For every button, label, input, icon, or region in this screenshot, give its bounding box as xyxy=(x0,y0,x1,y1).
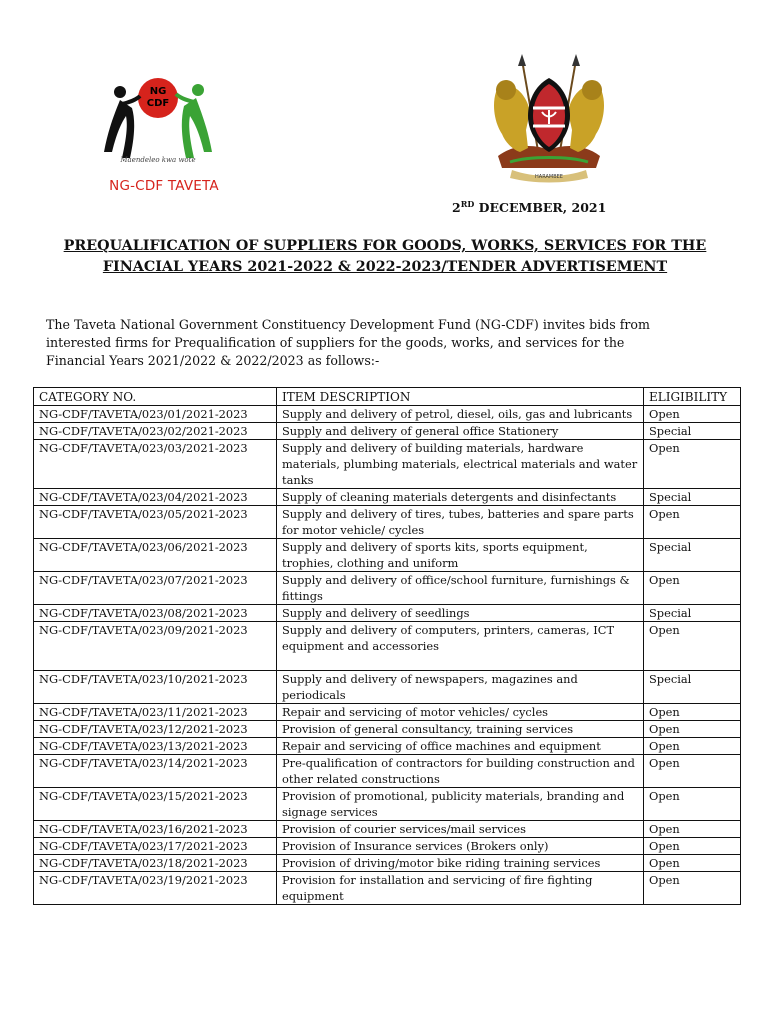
eligibility: Open xyxy=(644,572,741,605)
table-row xyxy=(34,572,741,605)
table-row xyxy=(34,788,741,821)
table-row xyxy=(34,704,741,721)
table-row xyxy=(34,440,741,489)
table-row xyxy=(34,489,741,506)
table-row xyxy=(34,872,741,905)
logo-name: NG-CDF TAVETA xyxy=(109,178,219,194)
item-description: Supply and delivery of petrol, diesel, oils, gas and lubricants xyxy=(277,406,644,423)
eligibility: Open xyxy=(644,821,741,838)
item-description: Repair and servicing of office machines and equipment xyxy=(277,738,644,755)
table-header-row xyxy=(34,388,741,406)
coat-of-arms xyxy=(484,52,614,184)
item-description: Pre-qualification of contractors for building construction and other related constructions xyxy=(277,755,644,788)
category-no: NG-CDF/TAVETA/023/11/2021-2023 xyxy=(34,704,277,721)
category-no: NG-CDF/TAVETA/023/07/2021-2023 xyxy=(34,572,277,605)
document-title: PREQUALIFICATION OF SUPPLIERS FOR GOODS, WORKS, SERVICES FOR THE FINACIAL YEARS 2021-2022 & 2022-2023/TENDER ADVERTISEMENT xyxy=(63,238,707,275)
logo-badge-ng: NG xyxy=(149,86,167,97)
item-description: Supply and delivery of computers, printers, cameras, ICT equipment and accessories xyxy=(277,622,644,671)
eligibility: Special xyxy=(644,671,741,704)
table-row xyxy=(34,406,741,423)
item-description: Provision of Insurance services (Brokers only) xyxy=(277,838,644,855)
table-row xyxy=(34,755,741,788)
item-description: Provision of general consultancy, training services xyxy=(277,721,644,738)
eligibility: Special xyxy=(644,605,741,622)
category-no: NG-CDF/TAVETA/023/09/2021-2023 xyxy=(34,622,277,671)
table-row xyxy=(34,423,741,440)
table-row xyxy=(34,506,741,539)
category-no: NG-CDF/TAVETA/023/18/2021-2023 xyxy=(34,855,277,872)
document-date xyxy=(452,199,606,215)
item-description: Provision of driving/motor bike riding training services xyxy=(277,855,644,872)
category-no: NG-CDF/TAVETA/023/03/2021-2023 xyxy=(34,440,277,489)
eligibility: Open xyxy=(644,622,741,671)
category-no: NG-CDF/TAVETA/023/19/2021-2023 xyxy=(34,872,277,905)
category-no: NG-CDF/TAVETA/023/14/2021-2023 xyxy=(34,755,277,788)
table-row xyxy=(34,821,741,838)
category-no: NG-CDF/TAVETA/023/06/2021-2023 xyxy=(34,539,277,572)
category-no: NG-CDF/TAVETA/023/17/2021-2023 xyxy=(34,838,277,855)
table-row xyxy=(34,605,741,622)
logo-tagline: Maendeleo kwa wote xyxy=(120,156,196,164)
item-description: Repair and servicing of motor vehicles/ cycles xyxy=(277,704,644,721)
item-description: Supply and delivery of building materials, hardware materials, plumbing materials, electrical materials and water tanks xyxy=(277,440,644,489)
kenya-coat-of-arms-icon xyxy=(484,52,614,184)
date-suffix: RD xyxy=(460,199,475,209)
eligibility: Open xyxy=(644,440,741,489)
date-day: 2 xyxy=(452,200,461,215)
eligibility: Open xyxy=(644,755,741,788)
ng-cdf-logo xyxy=(92,70,232,200)
table-row xyxy=(34,855,741,872)
eligibility: Open xyxy=(644,506,741,539)
logo-badge-cdf: CDF xyxy=(146,98,170,109)
header-item-description: ITEM DESCRIPTION xyxy=(277,388,644,406)
header-category-no: CATEGORY NO. xyxy=(34,388,277,406)
table-row xyxy=(34,721,741,738)
date-rest: DECEMBER, 2021 xyxy=(474,200,607,215)
eligibility: Open xyxy=(644,704,741,721)
tender-categories-table xyxy=(33,387,741,905)
table-row xyxy=(34,622,741,671)
eligibility: Open xyxy=(644,788,741,821)
table-row xyxy=(34,671,741,704)
coat-motto: HARAMBEE xyxy=(535,174,563,180)
eligibility: Open xyxy=(644,855,741,872)
eligibility: Open xyxy=(644,872,741,905)
item-description: Supply of cleaning materials detergents and disinfectants xyxy=(277,489,644,506)
category-no: NG-CDF/TAVETA/023/13/2021-2023 xyxy=(34,738,277,755)
category-no: NG-CDF/TAVETA/023/16/2021-2023 xyxy=(34,821,277,838)
table-row xyxy=(34,539,741,572)
item-description: Supply and delivery of newspapers, magazines and periodicals xyxy=(277,671,644,704)
table-row xyxy=(34,738,741,755)
category-no: NG-CDF/TAVETA/023/15/2021-2023 xyxy=(34,788,277,821)
item-description: Supply and delivery of office/school furniture, furnishings & fittings xyxy=(277,572,644,605)
header-eligibility: ELIGIBILITY xyxy=(644,388,741,406)
item-description: Supply and delivery of tires, tubes, batteries and spare parts for motor vehicle/ cycles xyxy=(277,506,644,539)
eligibility: Special xyxy=(644,423,741,440)
eligibility: Open xyxy=(644,721,741,738)
category-no: NG-CDF/TAVETA/023/01/2021-2023 xyxy=(34,406,277,423)
category-no: NG-CDF/TAVETA/023/02/2021-2023 xyxy=(34,423,277,440)
category-no: NG-CDF/TAVETA/023/12/2021-2023 xyxy=(34,721,277,738)
category-no: NG-CDF/TAVETA/023/10/2021-2023 xyxy=(34,671,277,704)
category-no: NG-CDF/TAVETA/023/08/2021-2023 xyxy=(34,605,277,622)
category-no: NG-CDF/TAVETA/023/05/2021-2023 xyxy=(34,506,277,539)
item-description: Supply and delivery of general office Stationery xyxy=(277,423,644,440)
eligibility: Open xyxy=(644,738,741,755)
table-row xyxy=(34,838,741,855)
item-description: Provision of courier services/mail services xyxy=(277,821,644,838)
item-description: Supply and delivery of sports kits, sports equipment, trophies, clothing and uniform xyxy=(277,539,644,572)
item-description: Provision for installation and servicing of fire fighting equipment xyxy=(277,872,644,905)
ng-cdf-emblem-icon xyxy=(92,70,232,180)
category-no: NG-CDF/TAVETA/023/04/2021-2023 xyxy=(34,489,277,506)
eligibility: Open xyxy=(644,406,741,423)
item-description: Supply and delivery of seedlings xyxy=(277,605,644,622)
eligibility: Special xyxy=(644,489,741,506)
eligibility: Open xyxy=(644,838,741,855)
item-description: Provision of promotional, publicity materials, branding and signage services xyxy=(277,788,644,821)
eligibility: Special xyxy=(644,539,741,572)
intro-paragraph: The Taveta National Government Constituency Development Fund (NG-CDF) invites bids from interested firms for Prequalification of suppliers for the goods, works, and services for the Financial Years 2021/2022 & 2022/2023 as follows:- xyxy=(46,317,650,368)
